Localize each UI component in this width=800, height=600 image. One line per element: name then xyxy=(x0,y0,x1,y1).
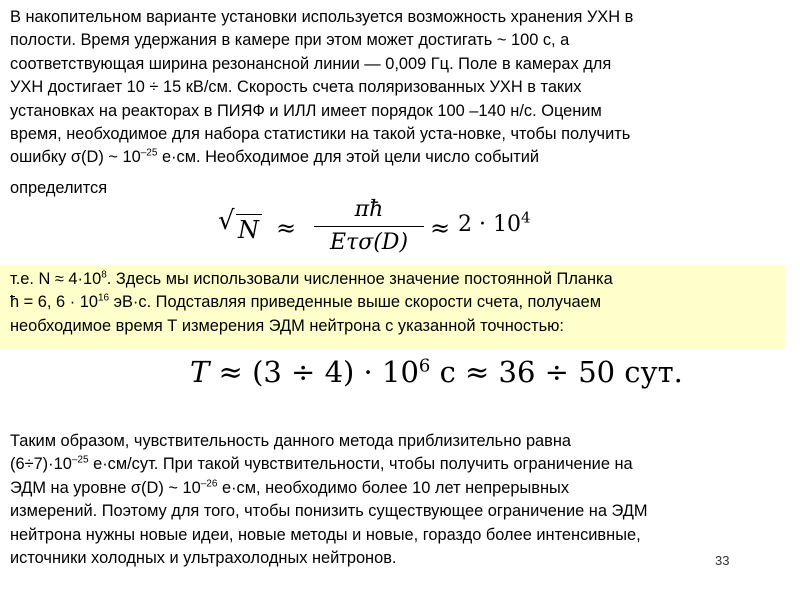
fraction-bar xyxy=(314,226,424,227)
text-line: источники холодных и ультрахолодных нейтронов. xyxy=(10,549,397,568)
exponent: –25 xyxy=(71,454,89,466)
exponent: 8 xyxy=(101,269,107,281)
text-line: В накопительном варианте установки используется возможность хранения УХН в xyxy=(10,8,634,26)
text-line: установках на реакторах в ПИЯФ и ИЛЛ имеет порядок 100 –140 н/с. Оценим xyxy=(10,101,602,120)
text-line: УХН достигает 10 ÷ 15 кВ/см. Скорость счета поляризованных УХН в таких xyxy=(10,78,582,97)
text-line: определится xyxy=(10,178,108,197)
result-base: 2 · 10 xyxy=(458,212,521,237)
exponent: 4 xyxy=(520,208,531,227)
sqrt-symbol: √ xyxy=(218,206,235,236)
text-fragment: ошибку σ(D) ~ 10 xyxy=(10,148,141,167)
text-line xyxy=(10,477,790,500)
text-fragment: ħ = 6, 6 · 10 xyxy=(10,293,98,312)
text-line: полости. Время удержания в камере при этом может достигать ~ 100 с, а xyxy=(10,31,570,50)
exponent: 6 xyxy=(418,355,431,377)
text-fragment: е·см. Необходимое для этой цели число событий xyxy=(157,148,540,167)
approx-sign: ≈ xyxy=(276,214,297,242)
intro-paragraph xyxy=(10,6,790,200)
time-equation xyxy=(190,355,683,389)
text-line xyxy=(10,291,790,314)
conclusion-paragraph xyxy=(10,430,790,570)
equation-lhs: T xyxy=(190,355,210,389)
exponent: –26 xyxy=(200,478,218,490)
equation-rest: с ≈ 36 ÷ 50 сут. xyxy=(430,355,683,389)
fraction xyxy=(314,196,424,257)
text-line: нейтрона нужны новые идеи, новые методы и новые, гораздо более интенсивные, xyxy=(10,525,641,544)
text-line: необходимое время Т измерения ЭДМ нейтрона с указанной точностью: xyxy=(10,316,564,335)
equation-middle: ≈ (3 ÷ 4) · 10 xyxy=(209,355,419,389)
exponent: –25 xyxy=(140,147,158,159)
text-fragment: е·см, необходимо более 10 лет непрерывных xyxy=(217,478,570,497)
text-fragment: ЭДМ на уровне σ(D) ~ 10 xyxy=(10,478,201,497)
sqrt-bar xyxy=(236,214,262,215)
text-line: Таким образом, чувствительность данного метода приблизительно равна xyxy=(10,432,572,450)
text-fragment: т.е. N ≈ 4·10 xyxy=(10,270,102,288)
text-line: соответствующая ширина резонансной линии — 0,009 Гц. Поле в камерах для xyxy=(10,54,612,73)
equation-result xyxy=(458,208,531,237)
planck-paragraph xyxy=(10,268,790,338)
text-fragment: . Здесь мы использовали численное значение постоянной Планка xyxy=(106,270,613,288)
text-line xyxy=(10,453,790,476)
approx-sign: ≈ xyxy=(430,214,451,242)
events-equation xyxy=(218,194,531,264)
text-fragment: е·см/сут. При такой чувствительности, чтобы получить ограничение на xyxy=(88,455,633,474)
text-line xyxy=(10,268,790,291)
exponent: 16 xyxy=(97,292,110,304)
text-fragment: (6÷7)·10 xyxy=(10,455,72,474)
page-number: 33 xyxy=(715,553,730,568)
text-line: измерений. Поэтому для того, чтобы понизить существующее ограничение на ЭДМ xyxy=(10,502,648,521)
text-line: время, необходимое для набора статистики на такой уста-новке, чтобы получить xyxy=(10,125,631,144)
fraction-denominator: Eτσ(D) xyxy=(329,230,409,255)
fraction-numerator: πħ xyxy=(354,197,384,222)
text-line xyxy=(10,146,790,169)
equation-lhs: N xyxy=(238,216,259,244)
text-fragment: эВ·с. Подставляя приведенные выше скорости счета, получаем xyxy=(109,293,601,312)
